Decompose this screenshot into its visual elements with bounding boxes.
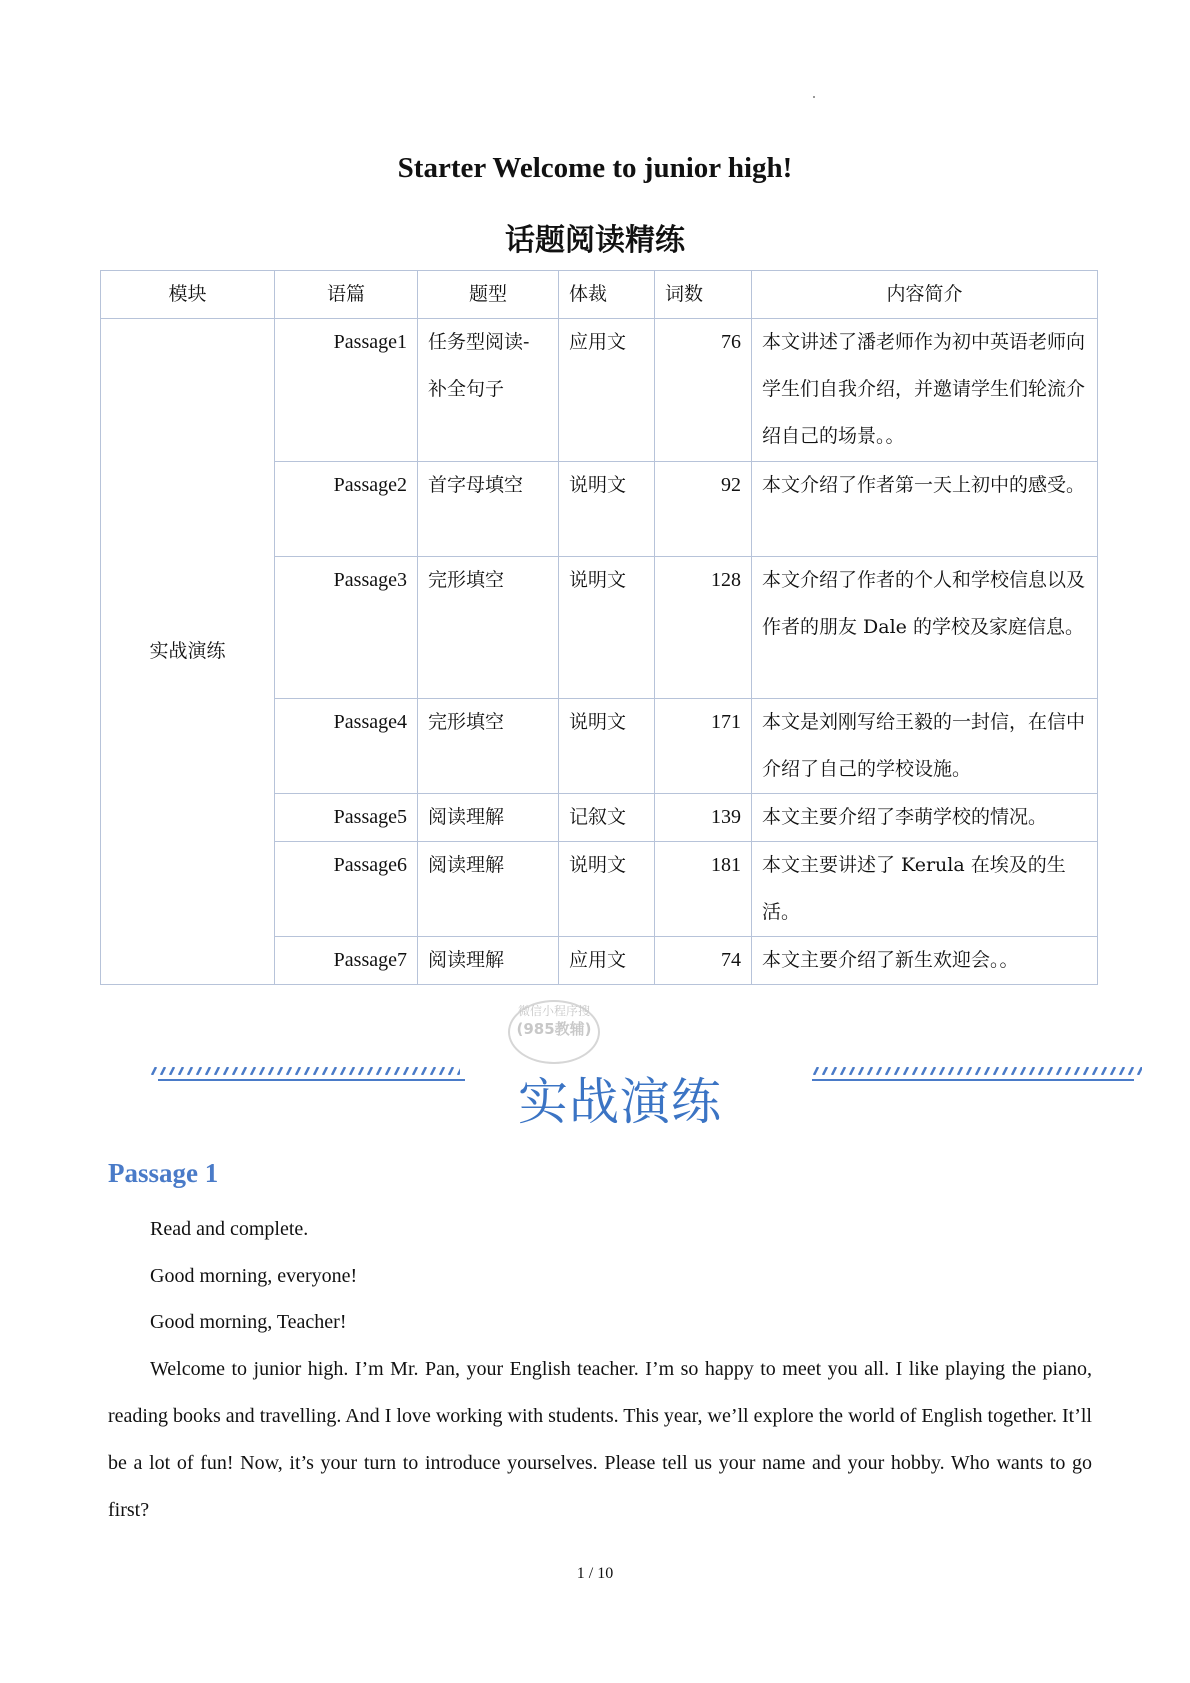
genre-cell: 记叙文: [559, 794, 655, 842]
genre-cell: 说明文: [559, 842, 655, 937]
header-passage: 语篇: [275, 271, 418, 319]
dialogue-line-2: Good morning, Teacher!: [150, 1311, 347, 1333]
words-cell: 76: [655, 319, 752, 462]
genre-cell: 说明文: [559, 462, 655, 557]
header-type: 题型: [418, 271, 559, 319]
passage-paragraph: Welcome to junior high. I’m Mr. Pan, your English teacher. I’m so happy to meet you all. I like playing the piano, reading books and travelling. And I love working with students. This year, we’ll explore the world of English together. It’ll be a lot of fun! Now, it’s your turn to introduce yourselves. Please tell us your name and your hobby. Who wants to go first?: [108, 1358, 1092, 1521]
words-cell: 74: [655, 937, 752, 985]
type-cell: 首字母填空: [418, 462, 559, 557]
words-cell: 181: [655, 842, 752, 937]
type-cell: 完形填空: [418, 699, 559, 794]
summary-cell: 本文主要介绍了李萌学校的情况。: [752, 794, 1098, 842]
type-cell: 任务型阅读-补全句子: [418, 319, 559, 462]
genre-cell: 应用文: [559, 937, 655, 985]
stamp-line-1: 微信小程序搜: [517, 1004, 590, 1018]
genre-cell: 说明文: [559, 699, 655, 794]
passage-cell: Passage2: [275, 462, 418, 557]
words-cell: 139: [655, 794, 752, 842]
words-cell: 171: [655, 699, 752, 794]
type-cell: 阅读理解: [418, 937, 559, 985]
overview-table: [100, 270, 1098, 985]
summary-cell: 本文主要介绍了新生欢迎会。。: [752, 937, 1098, 985]
type-cell: 阅读理解: [418, 794, 559, 842]
type-cell: 阅读理解: [418, 842, 559, 937]
passage-cell: Passage5: [275, 794, 418, 842]
passage-cell: Passage3: [275, 557, 418, 699]
passage-cell: Passage4: [275, 699, 418, 794]
passage-title: Passage 1: [108, 1158, 219, 1188]
type-cell: 完形填空: [418, 557, 559, 699]
summary-cell: 本文是刘刚写给王毅的一封信，在信中介绍了自己的学校设施。: [752, 699, 1098, 794]
module-cell: 实战演练: [101, 319, 275, 985]
stamp-line-2: (985教辅): [516, 1020, 592, 1038]
passage-cell: Passage7: [275, 937, 418, 985]
words-cell: 92: [655, 462, 752, 557]
page-number: 1 / 10: [576, 1565, 614, 1582]
watermark-stamp: [508, 1000, 600, 1064]
genre-cell: 说明文: [559, 557, 655, 699]
section-heading: 实战演练: [518, 1073, 722, 1131]
header-module: 模块: [101, 271, 275, 319]
dialogue-line-1: Good morning, everyone!: [150, 1265, 358, 1287]
document-title: Starter Welcome to junior high!: [397, 152, 793, 184]
summary-cell: 本文介绍了作者第一天上初中的感受。: [752, 462, 1098, 557]
header-genre: 体裁: [559, 271, 655, 319]
genre-cell: 应用文: [559, 319, 655, 462]
passage-cell: Passage1: [275, 319, 418, 462]
document-subtitle: 话题阅读精练: [505, 223, 685, 258]
table-header-row: [101, 271, 1098, 319]
summary-cell: 本文讲述了潘老师作为初中英语老师向学生们自我介绍，并邀请学生们轮流介绍自己的场景。。: [752, 319, 1098, 462]
scan-dot: [813, 96, 815, 98]
header-summary: 内容简介: [752, 271, 1098, 319]
summary-cell: 本文主要讲述了 Kerula 在埃及的生活。: [752, 842, 1098, 937]
words-cell: 128: [655, 557, 752, 699]
table-row: [101, 319, 1098, 462]
instruction-text: Read and complete.: [150, 1218, 309, 1240]
header-words: 词数: [655, 271, 752, 319]
summary-cell: 本文介绍了作者的个人和学校信息以及作者的朋友 Dale 的学校及家庭信息。: [752, 557, 1098, 699]
passage-cell: Passage6: [275, 842, 418, 937]
